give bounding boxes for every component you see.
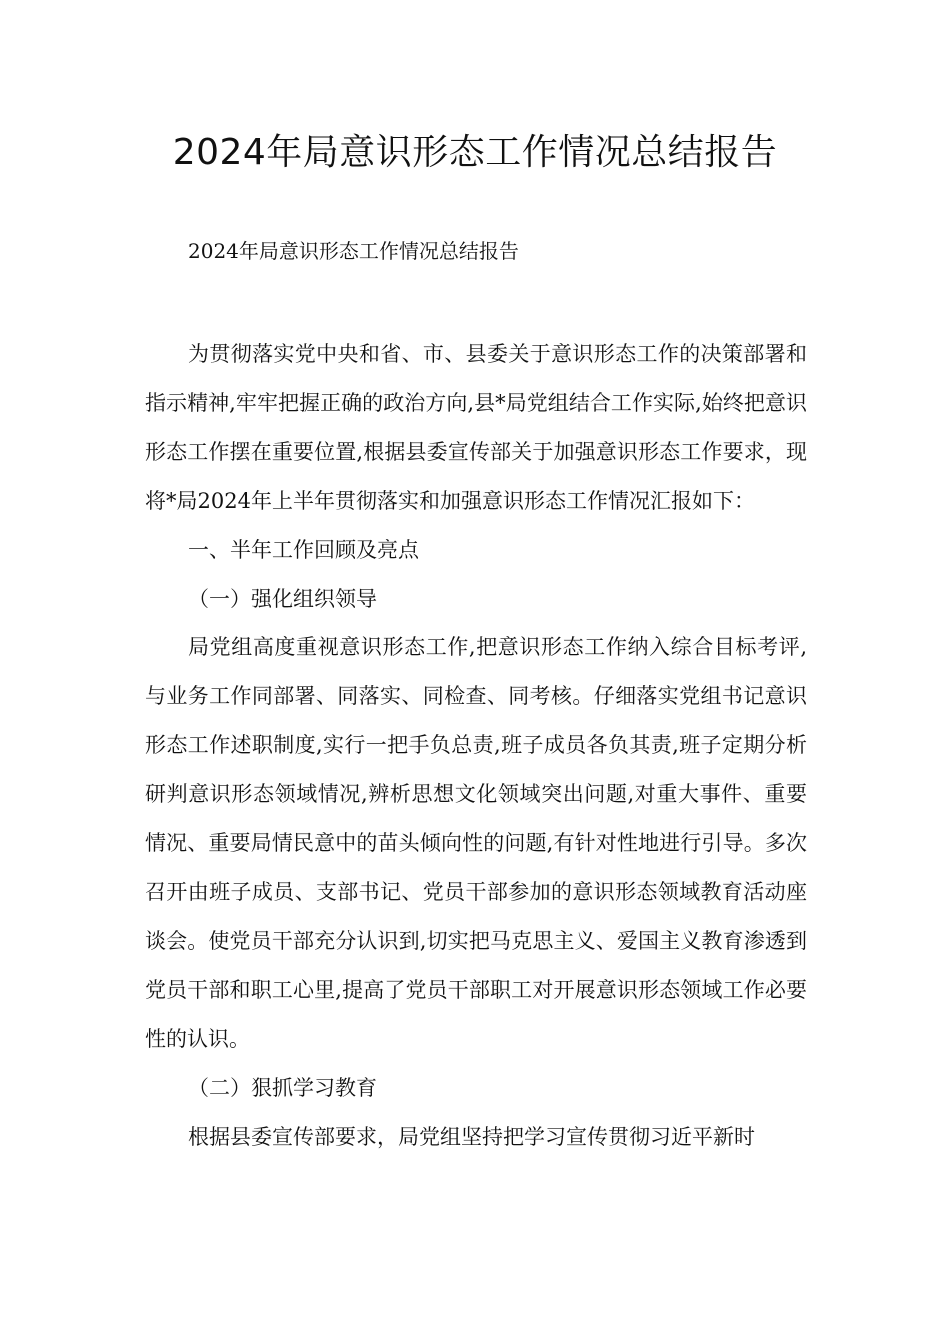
subsection-heading-2: （二）狠抓学习教育 [188, 1075, 377, 1100]
document-subtitle: 2024年局意识形态工作情况总结报告 [188, 239, 519, 263]
subsection-paragraph-1: 局党组高度重视意识形态工作,把意识形态工作纳入综合目标考评,与业务工作同部署、同落实、同检查、同考核。仔细落实党组书记意识形态工作述职制度,实行一把手负总责,班子成员各负其责,班子定期分析研判意识形态领域情况,辨析思想文化领域突出问题,对重大事件、重要情况、重要局情民意中的苗头倾向性的问题,有针对性地进行引导。多次召开由班子成员、支部书记、党员干部参加的意识形态领域教育活动座谈会。使党员干部充分认识到,切实把马克思主义、爱国主义教育渗透到党员干部和职工心里,提高了党员干部职工对开展意识形态领域工作必要性的认识。 [145, 635, 807, 1051]
document-title: 2024年局意识形态工作情况总结报告 [172, 132, 778, 173]
intro-paragraph: 为贯彻落实党中央和省、市、县委关于意识形态工作的决策部署和指示精神,牢牢把握正确的政治方向,县*局党组结合工作实际,始终把意识形态工作摆在重要位置,根据县委宣传部关于加强意识形态工作要求，现将*局2024年上半年贯彻落实和加强意识形态工作情况汇报如下： [145, 342, 807, 513]
document-body [145, 330, 807, 1161]
section-heading-1: 一、半年工作回顾及亮点 [188, 537, 419, 562]
subsection-heading-1: （一）强化组织领导 [188, 586, 377, 611]
subsection-paragraph-2: 根据县委宣传部要求，局党组坚持把学习宣传贯彻习近平新时 [188, 1124, 755, 1149]
